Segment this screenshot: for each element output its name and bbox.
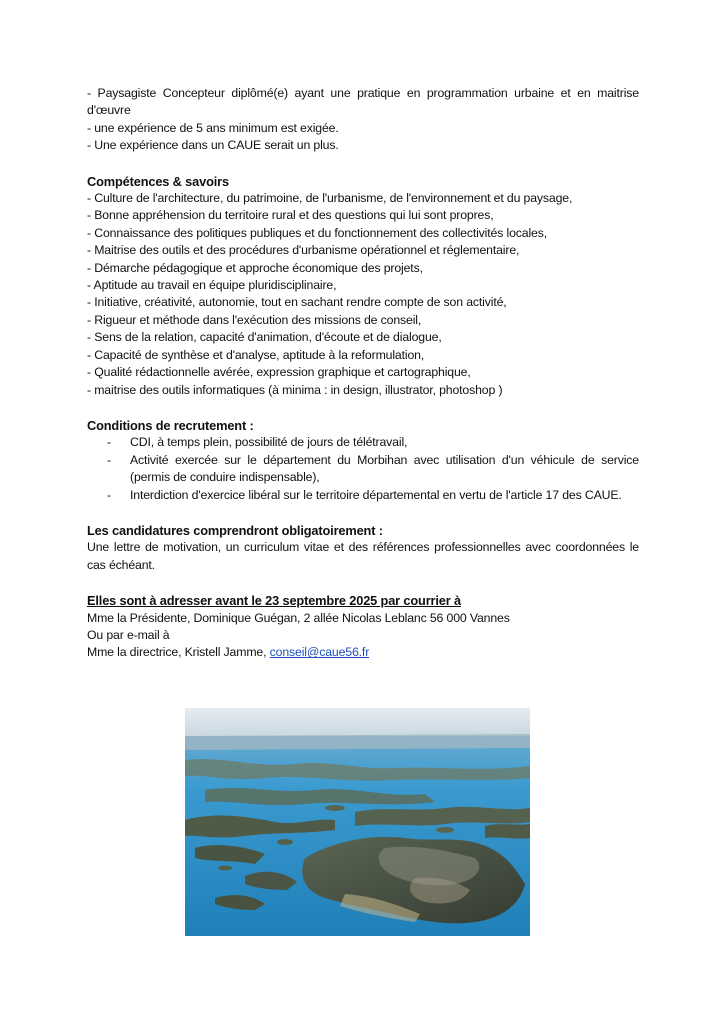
- list-dash: -: [107, 487, 111, 502]
- competences-section: [87, 173, 639, 399]
- candidatures-text: Une lettre de motivation, un curriculum vitae et des références professionnelles avec coordonnées le cas échéant.: [87, 540, 639, 572]
- competence-item: - Bonne appréhension du territoire rural et des questions qui lui sont propres,: [87, 208, 494, 223]
- email-link[interactable]: conseil@caue56.fr: [269, 645, 370, 660]
- competence-item: - Rigueur et méthode dans l'exécution des missions de conseil,: [87, 312, 422, 327]
- recipient-name: Mme la directrice, Kristell Jamme,: [87, 645, 270, 660]
- postal-address: Mme la Présidente, Dominique Guégan, 2 allée Nicolas Leblanc 56 000 Vannes: [87, 610, 510, 625]
- intro-line-caue: - Une expérience dans un CAUE serait un plus.: [87, 138, 339, 153]
- document-page: [87, 85, 639, 662]
- intro-line-experience: - une expérience de 5 ans minimum est exigée.: [87, 120, 339, 135]
- aerial-photo-gulf: [185, 708, 530, 936]
- email-intro: Ou par e-mail à: [87, 627, 170, 642]
- condition-item: [87, 434, 639, 451]
- conditions-list: [87, 434, 639, 504]
- competence-item: - Capacité de synthèse et d'analyse, aptitude à la reformulation,: [87, 347, 425, 362]
- competence-item: - Connaissance des politiques publiques et du fonctionnement des collectivités locales,: [87, 225, 547, 240]
- candidatures-section: [87, 522, 639, 574]
- condition-text: Activité exercée sur le département du Morbihan avec utilisation d'un véhicule de service (permis de conduire indispensable),: [130, 452, 639, 485]
- intro-line-profile: - Paysagiste Concepteur diplômé(e) ayant une pratique en programmation urbaine et en maitrise d'œuvre: [87, 86, 639, 118]
- conditions-heading: Conditions de recrutement :: [87, 417, 254, 433]
- competence-item: - Qualité rédactionnelle avérée, expression graphique et cartographique,: [87, 365, 471, 380]
- email-recipient: [87, 644, 639, 661]
- competence-item: - Maitrise des outils et des procédures d'urbanisme opérationnel et réglementaire,: [87, 243, 520, 258]
- competence-item: - Démarche pédagogique et approche économique des projets,: [87, 260, 423, 275]
- competence-item: - Sens de la relation, capacité d'animation, d'écoute et de dialogue,: [87, 330, 442, 345]
- competence-item: - Initiative, créativité, autonomie, tout en sachant rendre compte de son activité,: [87, 295, 507, 310]
- envoi-section: [87, 592, 639, 662]
- condition-text: Interdiction d'exercice libéral sur le territoire départemental en vertu de l'article 17 des CAUE.: [130, 487, 622, 502]
- competence-item: - Culture de l'architecture, du patrimoine, de l'urbanisme, de l'environnement et du paysage,: [87, 191, 573, 206]
- competence-item: - Aptitude au travail en équipe pluridisciplinaire,: [87, 278, 337, 293]
- candidatures-heading: Les candidatures comprendront obligatoirement :: [87, 522, 383, 538]
- list-dash: -: [107, 452, 111, 467]
- envoi-heading: Elles sont à adresser avant le 23 septembre 2025 par courrier à: [87, 593, 461, 609]
- condition-item: [87, 487, 639, 504]
- aerial-photo-illustration: [185, 708, 530, 936]
- intro-section: [87, 85, 639, 155]
- list-dash: -: [107, 435, 111, 450]
- competences-heading: Compétences & savoirs: [87, 173, 229, 189]
- condition-item: [87, 452, 639, 487]
- conditions-section: [87, 417, 639, 504]
- competence-item: - maitrise des outils informatiques (à minima : in design, illustrator, photoshop ): [87, 382, 503, 397]
- condition-text: CDI, à temps plein, possibilité de jours de télétravail,: [130, 435, 408, 450]
